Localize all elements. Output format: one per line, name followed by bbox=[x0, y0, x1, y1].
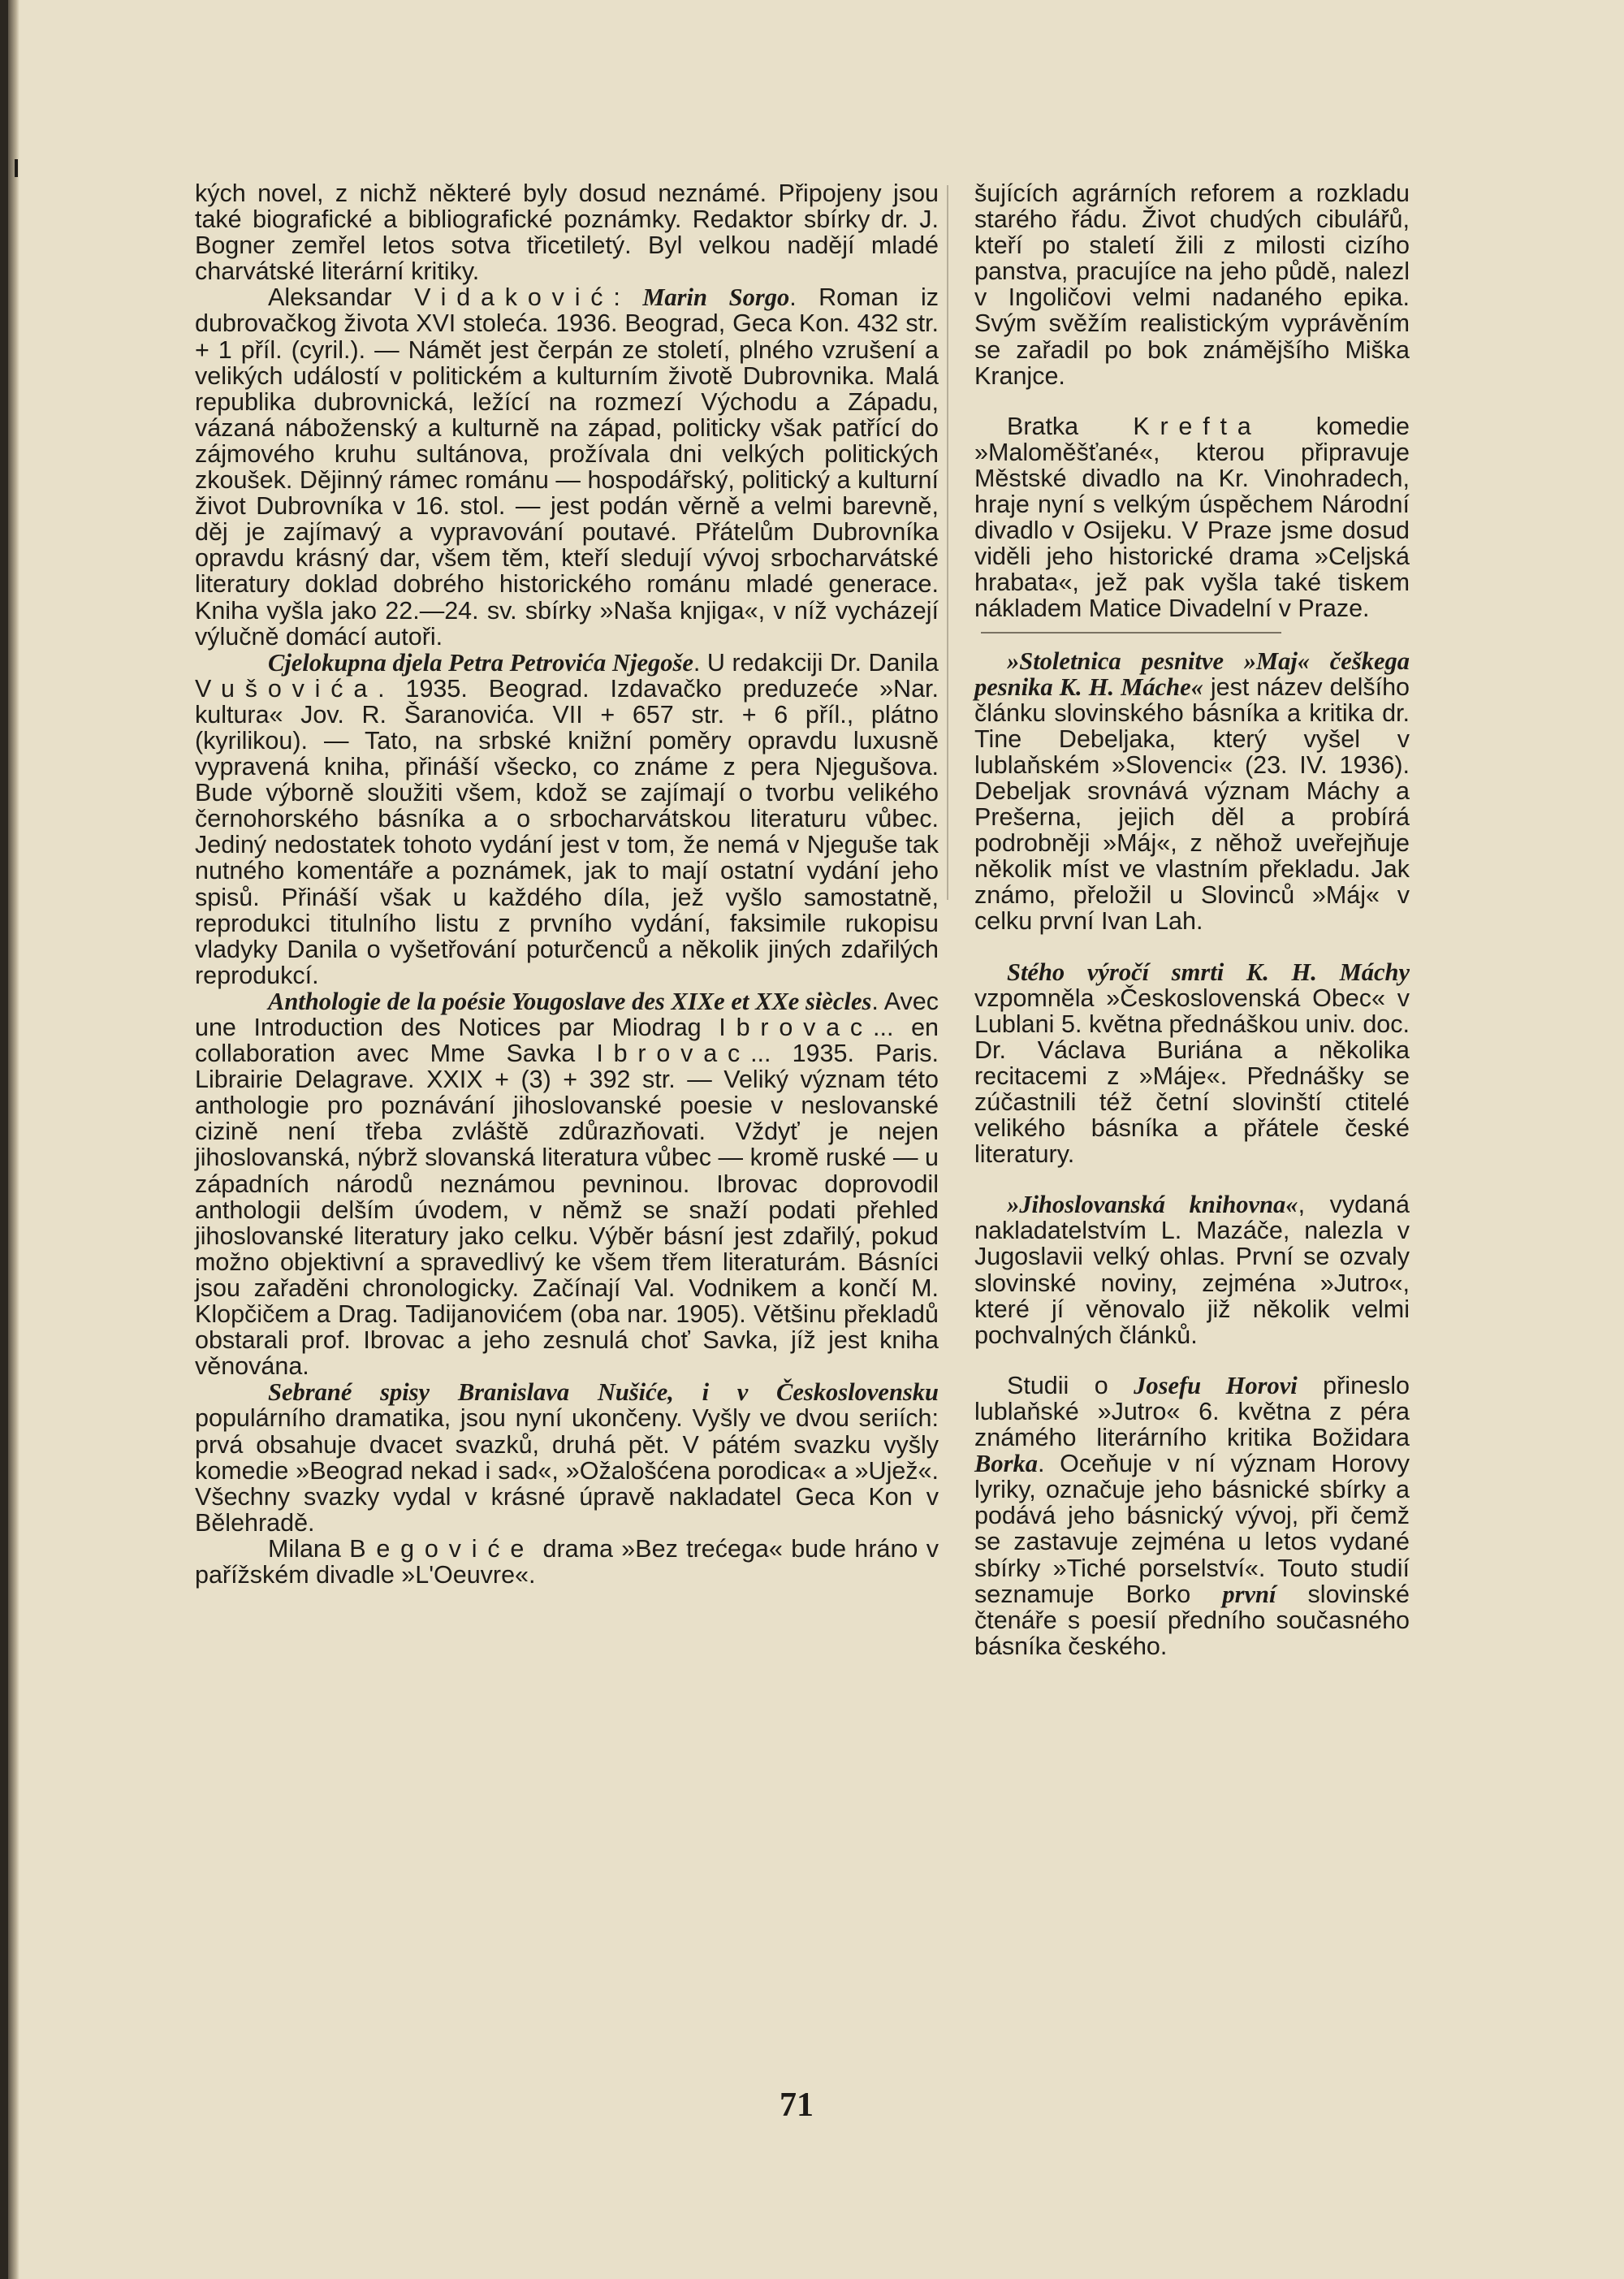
right-paragraph-3: »Stoletnica pesnitve »Maj« češkega pesnika K. H. Máche« jest název delšího článku slovinského básníka a kritika dr. Tine Debeljaka, který vyšel v lublaňském »Slovenci« (23. IV. 1936). Debeljak srovnává význam Máchy a Prešerna, jejich děl a probírá podrobněji »Máj«, z něhož uveřejňuje několik míst ve vlastním překladu. Jak známo, přeložil u Slovinců »Máj« v celku první Ivan Lah. bbox=[974, 647, 1410, 936]
left-paragraph-2: Aleksandar Vidaković: Marin Sorgo. Roman iz dubrovačkog života XVI stoleća. 1936. Beograd, Geca Kon. 432 str. + 1 příl. (cyril.). — Námět jest čerpán ze století, plného vzrušení a velikých událostí v politickém a kulturním životě Dubrovnika. Malá republika dubrovnická, ležící na rozmezí Východu a Západu, vázaná náboženský a kulturně na západ, politicky však patřící do zájmového kruhu sultánova, prožívala dni velkých politických zkoušek. Dějinný rámec románu — hospodářský, politický a kulturní život Dubrovníka v 16. stol. — jest podán věrně a velmi barevně, děj je zajímavý a vypravování poutavé. Přátelům Dubrovníka opravdu krásný dar, všem těm, kteří sledují vývoj srbocharvátské literatury doklad dobrého historického románu mladé generace. Kniha vyšla jako 22.—24. sv. sbírky »Naša knjiga«, v níž vycházejí výlučně domácí autoři. bbox=[195, 283, 939, 651]
section-rule bbox=[981, 632, 1281, 634]
book-title: Cjelokupna djela Petra Petrovića Njegoše bbox=[268, 648, 693, 677]
page-gutter-shadow bbox=[8, 0, 19, 2279]
left-paragraph-6: Milana Begoviće drama »Bez trećega« bude hráno v pařížském divadle »L'Oeuvre«. bbox=[195, 1534, 939, 1589]
subject-name: Josefu Horovi bbox=[1134, 1371, 1298, 1399]
article-title: »Stoletnica pesnitve »Maj« češkega pesnika K. H. Máche« bbox=[974, 647, 1410, 701]
author-name: Begoviće bbox=[349, 1534, 535, 1563]
left-paragraph-5: Sebrané spisy Branislava Nušiće, i v Československu populárního dramatika, jsou nyní ukončeny. Vyšly ve dvou seriích: prvá obsahuje dvacet svazků, druhá pět. V pátém svazku vyšly komedie »Beograd nekad i sad«, »Ožalošćena porodica« a »Ujež«. Všechny svazky vydal v krásné úpravě nakladatel Geca Kon v Bělehradě. bbox=[195, 1378, 939, 1537]
right-paragraph-4: Stého výročí smrti K. H. Máchy vzpomněla »Československá Obec« v Lublani 5. května přednáškou univ. doc. Dr. Václava Buriána a několika recitacemi z »Máje«. Přednášky se zúčastnili též četní slovinští ctitelé velikého básníka a přátele české literatury. bbox=[974, 958, 1410, 1169]
left-column bbox=[195, 180, 939, 1588]
left-paragraph-3: Cjelokupna djela Petra Petrovića Njegoše. U redakciji Dr. Danila Vušovića. 1935. Beograd. Izdavačko preduzeće »Nar. kultura« Jov. R. Šaranovića. VII + 657 str. + 6 příl., plátno (kyrilikou). — Tato, na srbské knižní poměry opravdu luxusně vypravená kniha, přináší všecko, co známe z pera Njegušova. Bude výborně sloužiti všem, kdož se zajímají o tvorbu velikého černohorského básníka a o srbocharvátskou literaturu vůbec. Jediný nedostatek tohoto vydání jest v tom, že nemá v Njeguše tak nutného komentáře a poznámek, jak to mají ostatní vydání jeho spisů. Přináší však u každého díla, jež vyšlo samostatně, reprodukci titulního listu z prvního vydání, faksimile rukopisu vladyky Danila o vyšetřování poturčenců a několik jiných zdařilých reprodukcí. bbox=[195, 648, 939, 989]
emphasis: první bbox=[1222, 1580, 1276, 1608]
author-name: Ibrovac bbox=[719, 1014, 873, 1041]
book-spine-edge bbox=[0, 0, 8, 2279]
series-title: »Jihoslovanská knihovna« bbox=[1007, 1191, 1298, 1219]
author-name: Ibrovac bbox=[596, 1040, 751, 1068]
right-paragraph-1: šujících agrárních reforem a rozkladu starého řádu. Život chudých cibulářů, kteří po staletí žili z milosti cizího panstva, pracujíce na jeho půdě, nalezl v Ingoličovi velmi nadaného epika. Svým svěžím realistickým vyprávěním se zařadil po bok známějšího Miška Kranjce. bbox=[974, 179, 1410, 390]
right-paragraph-6: Studii o Josefu Horovi přineslo lublaňské »Jutro« 6. května z péra známého literárního kritika Božidara Borka. Oceňuje v ní význam Horovy lyriky, označuje jeho básnické sbírky a podává jeho básnický vývoj, při čemž se zastavuje zejména u letos vydané sbírky »Tiché porselství«. Touto studií seznamuje Borko první slovinské čtenáře s poesií předního současného básníka českého. bbox=[974, 1371, 1410, 1660]
article-title: Stého výročí smrti K. H. Máchy bbox=[1007, 958, 1410, 986]
critic-name: Borka bbox=[974, 1450, 1038, 1478]
book-title: Marin Sorgo bbox=[642, 283, 790, 312]
left-paragraph-1: kých novel, z nichž některé byly dosud neznámé. Připojeny jsou také biografické a bibliografické poznámky. Redaktor sbírky dr. J. Bogner zemřel letos sotva třicetiletý. Byl velkou nadějí mladé charvátské literární kritiky. bbox=[195, 179, 939, 286]
book-title: Anthologie de la poésie Yougoslave des XIXe et XXe siècles bbox=[268, 987, 872, 1015]
author-name: Krefta bbox=[1133, 412, 1262, 440]
page-number: 71 bbox=[780, 2087, 814, 2124]
left-paragraph-4: Anthologie de la poésie Yougoslave des XIXe et XXe siècles. Avec une Introduction des Notices par Miodrag Ibrovac... en collaboration avec Mme Savka Ibrovac... 1935. Paris. Librairie Delagrave. XXIX + (3) + 392 str. — Veliký význam této anthologie pro poznávání jihoslovanské poesie v neslovanské cizině není třeba zvláště zdůrazňovati. Vždyť je nejen jihoslovanská, nýbrž slovanská literatura vůbec — kromě ruské — u západních národů neznámou pevninou. Ibrovac doprovodil anthologii delším úvodem, v němž se snaží podati přehled jihoslovanské literatury jako celku. Výběr básní jest zdařilý, pokud možno objektivní a spravedlivý ke všem třem literaturám. Básníci jsou zařaděni chronologicky. Začínají Val. Vodnikem a končí M. Klopčičem a Drag. Tadijanovićem (oba nar. 1905). Většinu překladů obstarali prof. Ibrovac a jeho zesnulá choť Savka, jíž jest kniha věnována. bbox=[195, 987, 939, 1381]
book-title: Sebrané spisy Branislava Nušiće, i v Československu bbox=[268, 1378, 939, 1407]
author-name: Vidaković bbox=[414, 283, 614, 312]
right-paragraph-5: »Jihoslovanská knihovna«, vydaná nakladatelstvím L. Mazáče, nalezla v Jugoslavii velký ohlas. První se ozvaly slovinské noviny, zejména »Jutro«, které jí věnovalo již několik velmi pochvalných článků. bbox=[974, 1191, 1410, 1349]
column-divider bbox=[947, 185, 948, 900]
right-column bbox=[974, 180, 1410, 1659]
right-paragraph-2: Bratka Krefta komedie »Maloměšťané«, kterou připravuje Městské divadlo na Kr. Vinohradech, hraje nyní s velkým úspěchem Národní divadlo v Osijeku. V Praze jsme dosud viděli jeho historické drama »Celjská hrabata«, jež pak vyšla také tiskem nákladem Matice Divadelní v Praze. bbox=[974, 412, 1410, 623]
editor-name: Vušovića bbox=[195, 674, 378, 703]
margin-mark bbox=[15, 159, 18, 177]
